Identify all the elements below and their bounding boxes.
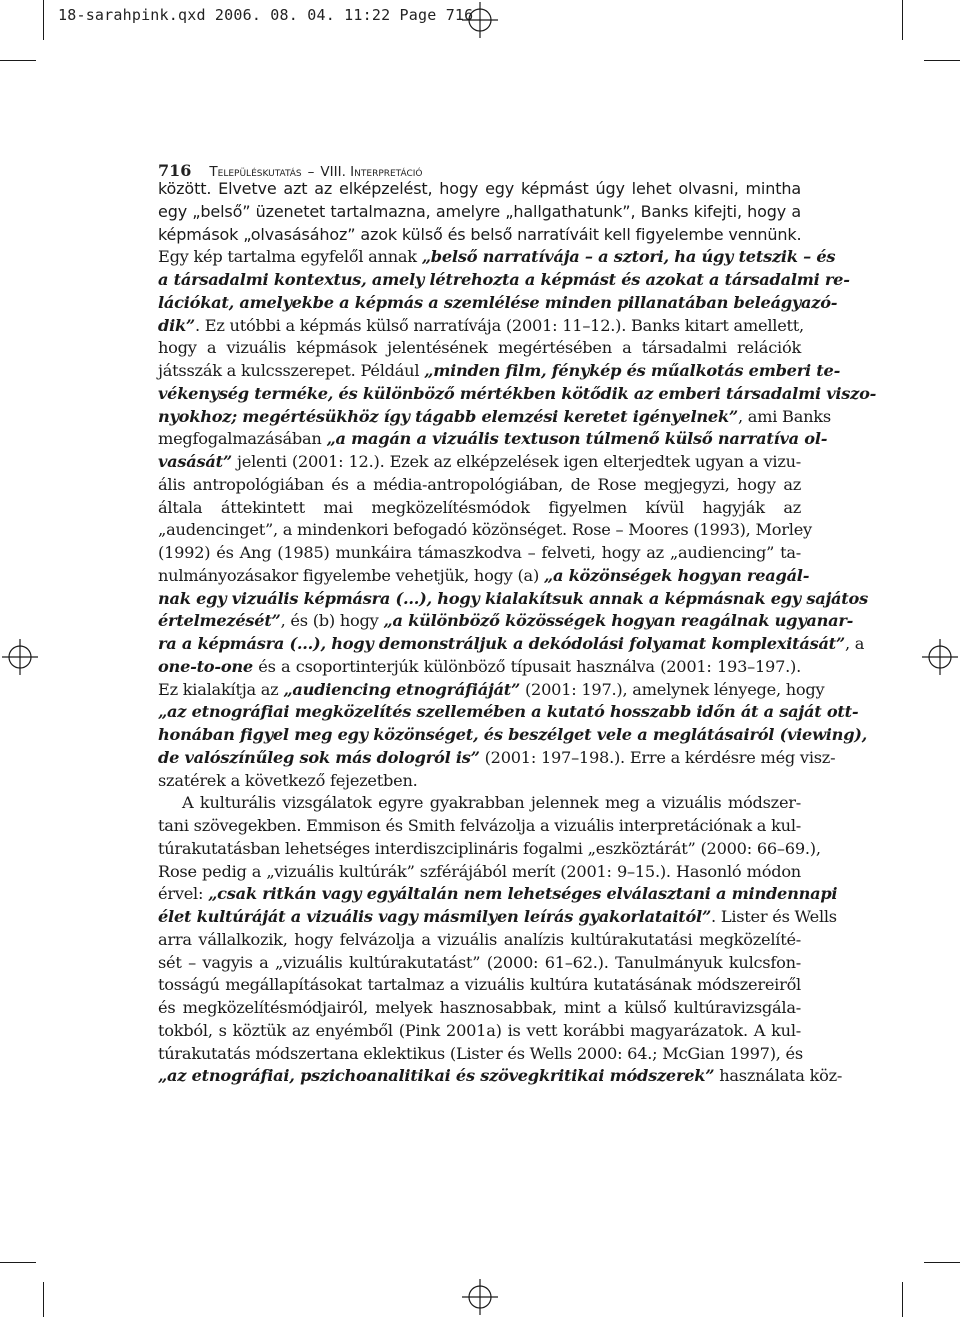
page-number: 716: [158, 161, 192, 180]
emphasized-quote: élet kultúráját a vizuális vagy másmilyen leírás gyakorlataitól”: [158, 907, 712, 926]
text-run: között. Elvetve azt az elképzelést, hogy egy képmást úgy lehet olvasni, mintha: [158, 179, 801, 198]
text-run: hogy a vizuális képmások jelentésének megértésében a társadalmi relációk: [158, 338, 801, 358]
text-run: ális antropológiában és a média-antropológiában, de Rose megjegyzi, hogy az: [158, 474, 801, 494]
text-run: (2001: 197.), amelynek lényege, hogy: [520, 679, 825, 699]
emphasized-quote: „az etnográfiai megközelítés szellemében a kutató hosszabb időn át a saját ott-: [158, 702, 859, 722]
registration-mark-top-icon: [462, 2, 498, 38]
text-run: és megközelítésmódjairól, melyek hasznosabbak, mint a külső kultúravizsgála-: [158, 998, 801, 1017]
emphasized-quote: honában figyel meg egy közönséget, és beszélget vele a meglátásairól (viewing),: [158, 725, 868, 744]
text-line: [158, 1020, 801, 1043]
text-line: [158, 474, 801, 497]
text-line: [158, 451, 801, 474]
emphasized-quote: „a magán a vizuális textuson túlmenő külső narratíva ol-: [326, 429, 828, 449]
emphasized-quote: értelmezését”: [158, 611, 281, 631]
text-run: „audencinget”, a mindenkori befogadó közönséget. Rose – Moores (1993), Morley: [158, 520, 812, 540]
text-run: , és (b) hogy: [280, 611, 384, 631]
text-run: nulmányozásakor figyelembe vehetjük, hogy (a): [158, 565, 544, 585]
text-run: (1992) és Ang (1985) munkáira támaszkodva – felveti, hogy az „audiencing” ta-: [158, 543, 801, 562]
text-line: [158, 906, 837, 929]
text-line: [158, 337, 801, 360]
crop-mark-bottom-right-v: [902, 1282, 903, 1317]
crop-mark-top-right-h: [924, 60, 960, 61]
text-line: [158, 633, 865, 656]
header-separator: –: [307, 164, 315, 180]
text-run: jelenti (2001: 12.). Ezek az elképzelések igen elterjedtek ugyan a vizu-: [231, 452, 801, 471]
crop-mark-bottom-right-h: [924, 1262, 960, 1263]
text-line: [158, 178, 801, 201]
text-run: szatérek a következő fejezetben.: [158, 770, 418, 790]
text-run: Rose pedig a „vizuális kultúrák” szférájából merít (2001: 9–15.). Hasonló módon: [158, 861, 801, 881]
text-run: tani szövegekben. Emmison és Smith felvázolja a vizuális interpretációnak a kul-: [158, 816, 801, 835]
text-line: [158, 315, 804, 338]
text-line: [158, 815, 801, 838]
text-run: megfogalmazásában: [158, 429, 327, 449]
text-run: és a csoportinterjúk különböző típusait használva (2001: 193–197.).: [252, 656, 801, 676]
emphasized-quote: lációkat, amelyekbe a képmás a szemlélése minden pillanatában beleágyazó-: [158, 292, 838, 312]
text-run: , ami Banks: [737, 406, 831, 426]
text-line: [158, 929, 801, 952]
text-line: [158, 770, 801, 793]
text-line: [158, 792, 801, 815]
text-line: [158, 224, 801, 247]
emphasized-quote: „a közönségek hogyan reagál-: [543, 565, 810, 585]
text-run: képmások „olvasásához” azok külső és belső narratíváit kell figyelembe vennünk.: [158, 224, 802, 244]
text-run: , a: [844, 634, 865, 653]
text-run: arra vállalkozik, hogy felvázolja a vizuális analízis kultúrakutatási megközelíté-: [158, 929, 801, 949]
emphasized-quote: „audiencing etnográfiáját”: [283, 679, 521, 699]
text-run: túrakutatás módszertana eklektikus (Lister és Wells 2000: 64.; McGian 1997), és: [158, 1043, 803, 1063]
text-line: [158, 292, 838, 315]
header-section: Településkutatás: [209, 164, 302, 180]
registration-mark-right-icon: [922, 639, 958, 675]
text-line: [158, 406, 831, 429]
text-run: játsszák a kulcsszerepet. Például: [158, 361, 425, 380]
text-line: [158, 428, 828, 451]
text-line: [158, 201, 801, 224]
text-line: [158, 747, 836, 770]
text-run: használata köz-: [714, 1066, 843, 1086]
text-line: [158, 952, 801, 975]
text-run: tokból, s köztük az enyémből (Pink 2001a) is vett korábbi magyarázatok. A kul-: [158, 1020, 801, 1040]
text-line: [158, 542, 801, 565]
crop-mark-bottom-left-h: [0, 1262, 36, 1263]
text-line: [158, 701, 859, 724]
text-line: [158, 610, 854, 633]
emphasized-quote: „csak ritkán vagy egyáltalán nem lehetséges elválasztani a mindennapi: [208, 884, 838, 904]
emphasized-quote: nak egy vizuális képmásra (...), hogy kialakítsuk annak a képmásnak egy sajátos: [158, 588, 868, 608]
registration-mark-bottom-icon: [462, 1279, 498, 1315]
print-slug-line: 18-sarahpink.qxd 2006. 08. 04. 11:22 Page 716: [58, 6, 474, 24]
text-line: [158, 588, 868, 611]
text-run: túrakutatásban lehetséges interdiszciplináris fogalmi „eszköztárát” (2000: 66–69.),: [158, 838, 821, 858]
text-line: [158, 861, 801, 884]
text-line: [158, 656, 801, 679]
text-run: érvel:: [158, 884, 209, 904]
text-run: egy „belső” üzenetet tartalmazna, amelyre „hallgathatunk”, Banks kifejti, hogy a: [158, 201, 801, 221]
text-line: [158, 383, 877, 406]
text-line: [158, 497, 801, 520]
text-line: [158, 1043, 801, 1066]
text-run: általa áttekintett mai megközelítésmódok figyelmen kívül hagyják az: [158, 497, 801, 517]
text-line: [158, 519, 812, 542]
text-run: . Ez utóbbi a képmás külső narratívája (2001: 11–12.). Banks kitart amellett,: [195, 315, 804, 335]
emphasized-quote: vasását”: [158, 452, 232, 471]
registration-mark-left-icon: [2, 639, 38, 675]
header-chapter: VIII. Interpretáció: [320, 164, 423, 180]
text-line: [158, 360, 841, 383]
text-line: [158, 246, 836, 269]
text-run: . Lister és Wells: [711, 907, 837, 926]
text-line: [158, 997, 801, 1020]
text-line: [158, 724, 868, 747]
text-run: tosságú megállapításokat tartalmaz a vizuális kultúra kutatásának módszereiről: [158, 975, 801, 995]
body-text: [158, 178, 877, 1088]
emphasized-quote: „a különböző közösségek hogyan reagálnak ugyanar-: [383, 611, 854, 631]
emphasized-quote: a társadalmi kontextus, amely létrehozta a képmást és azokat a társadalmi re-: [158, 270, 850, 289]
text-line: [158, 679, 825, 702]
emphasized-quote: „minden film, fénykép és műalkotás emberi te-: [424, 361, 841, 380]
emphasized-quote: one-to-one: [158, 656, 253, 676]
emphasized-quote: „az etnográfiai, pszichoanalitikai és szövegkritikai módszerek”: [158, 1066, 715, 1086]
text-run: (2001: 197–198.). Erre a kérdésre még visz-: [479, 747, 836, 767]
text-run: Ez kialakítja az: [158, 679, 284, 699]
emphasized-quote: de valószínűleg sok más dologról is”: [158, 747, 480, 767]
emphasized-quote: ra a képmásra (...), hogy demonstráljuk a dekódolási folyamat komplexitását”: [158, 634, 845, 653]
crop-mark-top-left-h: [0, 60, 36, 61]
text-line: [158, 269, 850, 292]
text-run: Egy kép tartalma egyfelől annak: [158, 247, 422, 267]
text-line: [158, 1065, 843, 1088]
text-line: [158, 838, 821, 861]
crop-mark-top-left-v: [43, 0, 44, 40]
crop-mark-top-right-v: [902, 0, 903, 40]
text-run: sét – vagyis a „vizuális kultúrakutatást” (2000: 61–62.). Tanulmányuk kulcsfon-: [158, 952, 801, 972]
text-run: A kulturális vizsgálatok egyre gyakrabban jelennek meg a vizuális módszer-: [182, 793, 801, 813]
emphasized-quote: vékenység terméke, és különböző mértékben kötődik az emberi társadalmi viszo-: [158, 383, 877, 403]
crop-mark-bottom-left-v: [43, 1282, 44, 1317]
text-line: [158, 974, 801, 997]
emphasized-quote: nyokhoz; megértésükhöz így tágabb elemzési keretet igényelnek”: [158, 406, 738, 426]
emphasized-quote: dik”: [158, 315, 195, 335]
emphasized-quote: „belső narratívája – a sztori, ha úgy tetszik – és: [421, 247, 836, 267]
text-line: [158, 883, 838, 906]
text-line: [158, 565, 810, 588]
